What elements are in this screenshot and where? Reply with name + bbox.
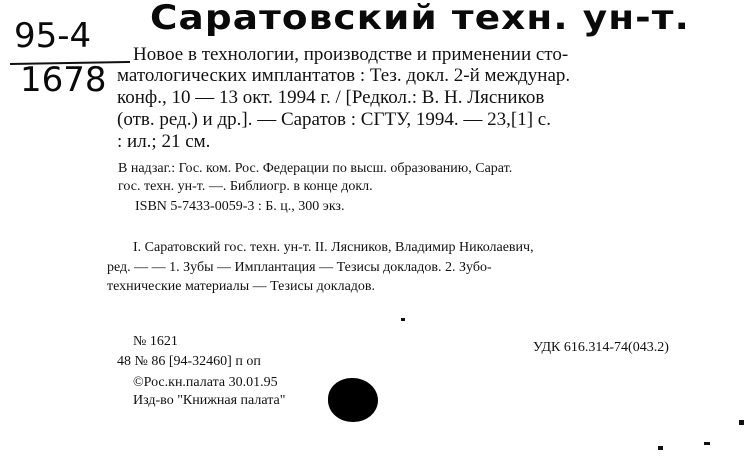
tracing-line-2: ред. — — 1. Зубы — Имплантация — Тезисы докладов. 2. Зубо-	[107, 260, 492, 275]
order-line: 48 № 86 [94-32460] п оп	[117, 354, 261, 369]
tracing-line-1: I. Саратовский гос. техн. ун-т. II. Лясников, Владимир Николаевич,	[133, 240, 534, 255]
tracing-line-3: технические материалы — Тезисы докладов.	[107, 279, 376, 294]
isbn-line: ISBN 5-7433-0059-3 : Б. ц., 300 экз.	[135, 199, 345, 214]
description-line-2: матологических имплантатов : Тез. докл. 2-й междунар.	[117, 65, 571, 86]
handwritten-number: 1678	[20, 60, 107, 100]
handwritten-title: Саратовский техн. ун-т.	[150, 0, 690, 38]
ink-speck	[739, 420, 744, 425]
ink-speck	[704, 442, 710, 445]
description-line-4: (отв. ред.) и др.]. — Саратов : СГТУ, 1994. — 23,[1] с.	[117, 109, 551, 130]
note-line-2: гос. техн. ун-т. —. Библиогр. в конце докл.	[118, 179, 373, 194]
entry-number: № 1621	[133, 334, 178, 349]
handwritten-code: 95-4	[14, 16, 92, 56]
publisher-line: Изд-во "Книжная палата"	[133, 393, 286, 408]
ink-speck	[658, 446, 663, 450]
description-line-5: : ил.; 21 см.	[117, 131, 211, 152]
note-line-1: В надзаг.: Гос. ком. Рос. Федерации по высш. образованию, Сарат.	[118, 161, 513, 176]
ink-speck	[401, 318, 405, 321]
ink-blot	[328, 378, 378, 422]
description-line-3: конф., 10 — 13 окт. 1994 г. / [Редкол.: В. Н. Лясников	[117, 87, 545, 108]
description-line-1: Новое в технологии, производстве и применении сто-	[133, 44, 569, 65]
udc-code: УДК 616.314-74(043.2)	[533, 340, 669, 355]
book-chamber-line: ©Рос.кн.палата 30.01.95	[133, 375, 278, 390]
